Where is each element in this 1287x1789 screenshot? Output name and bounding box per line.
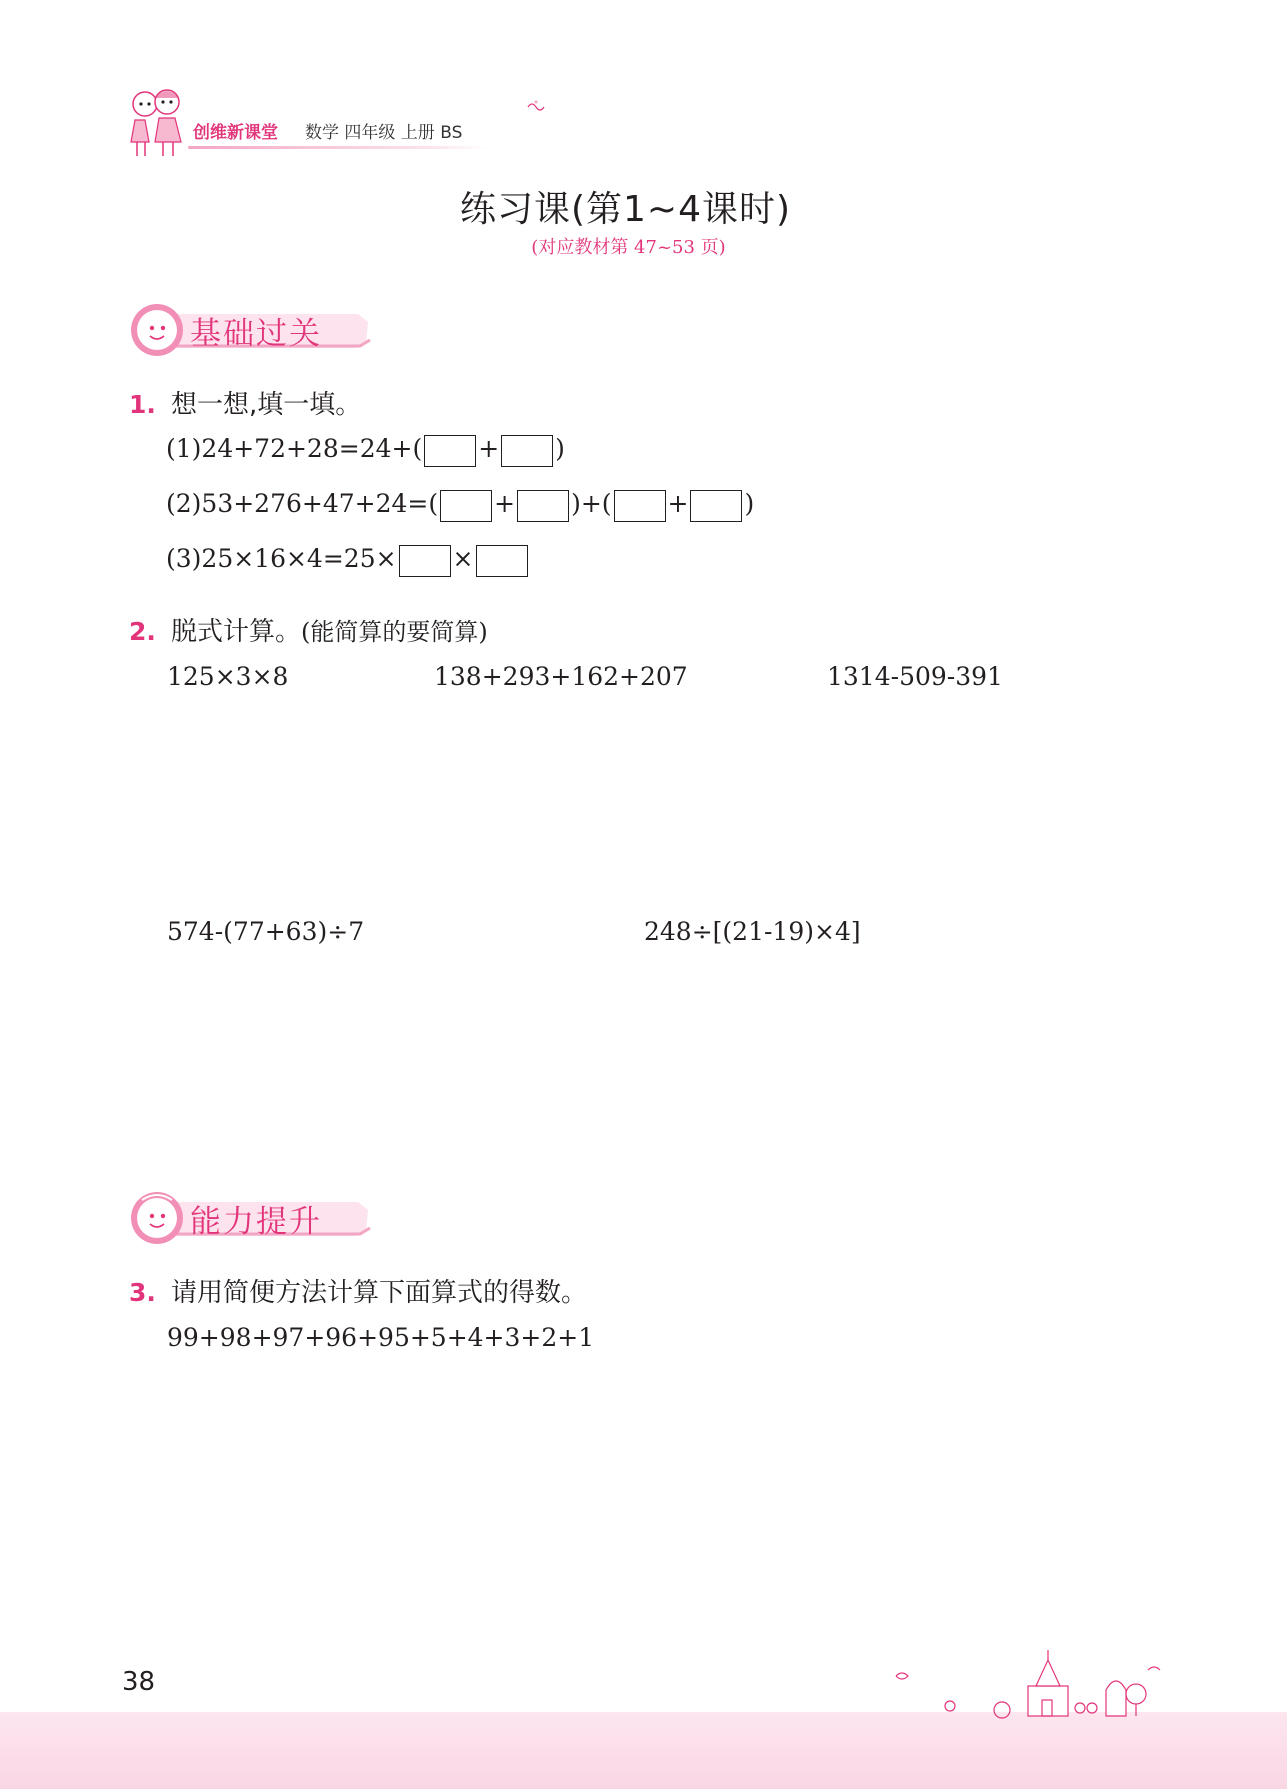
q1-item-1 <box>166 434 565 467</box>
header-rule <box>188 146 488 149</box>
answer-box[interactable] <box>690 490 742 522</box>
castle-decoration-icon <box>880 1648 1170 1720</box>
q1-item-3 <box>166 544 530 577</box>
q2-expression: 574-(77+63)÷7 <box>167 917 365 946</box>
expr-text: + <box>667 489 689 518</box>
answer-box[interactable] <box>440 490 492 522</box>
expr-text: )+( <box>571 489 612 518</box>
book-info: 数学 四年级 上册 BS <box>305 123 463 143</box>
expr-text: (2)53+276+47+24=( <box>166 489 439 518</box>
q1-item-2 <box>166 489 754 522</box>
section-banner-advanced <box>128 1188 378 1248</box>
question-number: 3. <box>129 1278 156 1307</box>
question-number: 1. <box>129 390 156 419</box>
question-prompt: 想一想,填一填。 <box>171 390 362 420</box>
expr-text: × <box>452 544 474 573</box>
answer-box[interactable] <box>424 435 476 467</box>
expr-text: (1)24+72+28=24+( <box>166 434 423 463</box>
footer-band <box>0 1712 1287 1789</box>
answer-box[interactable] <box>476 545 528 577</box>
answer-box[interactable] <box>614 490 666 522</box>
sparkle-icon <box>525 98 547 116</box>
answer-box[interactable] <box>399 545 451 577</box>
expr-text: ) <box>555 434 565 463</box>
q2-expression: 125×3×8 <box>167 662 289 691</box>
expr-text: + <box>494 489 516 518</box>
section-title: 基础过关 <box>190 316 322 352</box>
page-subtitle: (对应教材第 47~53 页) <box>531 237 726 258</box>
answer-box[interactable] <box>517 490 569 522</box>
expr-text: + <box>478 434 500 463</box>
question-prompt: 脱式计算。 <box>171 617 302 647</box>
page-title: 练习课(第1~4课时) <box>459 189 792 230</box>
expr-text: ) <box>744 489 755 518</box>
kids-mascot-logo <box>125 86 187 158</box>
answer-box[interactable] <box>501 435 553 467</box>
q3-expression: 99+98+97+96+95+5+4+3+2+1 <box>167 1323 595 1352</box>
q2-expression: 138+293+162+207 <box>434 662 688 691</box>
question-prompt: 请用简便方法计算下面算式的得数。 <box>171 1278 588 1308</box>
question-number: 2. <box>129 617 156 646</box>
q2-expression: 1314-509-391 <box>827 662 1003 691</box>
section-title: 能力提升 <box>190 1204 322 1240</box>
brand-name: 创维新课堂 <box>193 123 278 143</box>
q2-expression: 248÷[(21-19)×4] <box>644 917 861 946</box>
expr-text: (3)25×16×4=25× <box>166 544 397 573</box>
question-note: (能简算的要简算) <box>301 618 488 646</box>
question-2 <box>129 611 488 648</box>
page-number: 38 <box>122 1667 156 1697</box>
question-1 <box>129 384 361 421</box>
question-3 <box>129 1272 587 1309</box>
section-banner-basic <box>128 300 378 360</box>
